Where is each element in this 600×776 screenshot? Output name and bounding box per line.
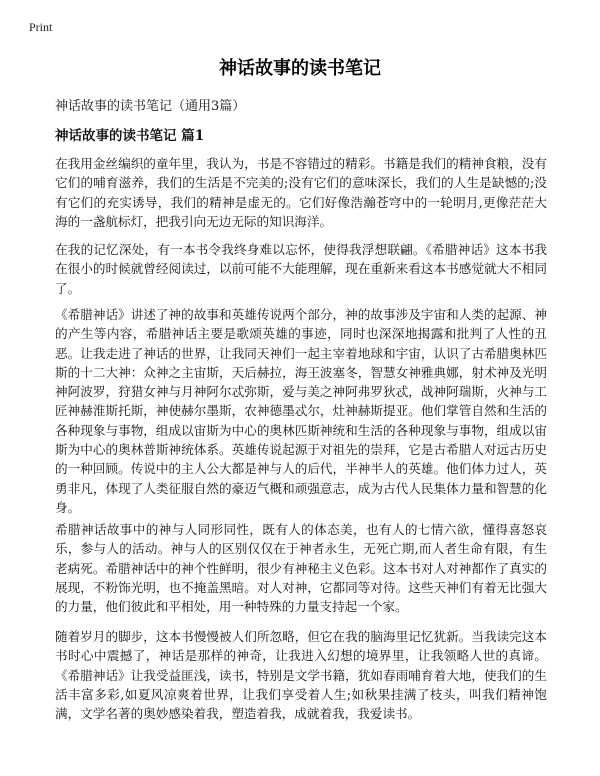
paragraph-2: 在我的记忆深处，有一本书令我终身难以忘怀，使得我浮想联翩。《希腊神话》这本书我在很小的时候就曾经阅读过，以前可能不大能理解，现在重新来看这本书感觉就大不相同了。 [55,242,547,296]
paragraph-5: 随着岁月的脚步，这本书慢慢被人们所忽略，但它在我的脑海里记忆犹新。当我读完这本书时心中震撼了，神话是那样的神奇，让我进入幻想的境界里，让我领略人世的真谛。《希腊神话》让我受益匪浅，读书，特别是文学书籍，犹如春雨哺育着大地，使我们的生活丰富多彩,如夏风凉爽着世界，让我们享受着人生;如秋果挂满了枝头，叫我们精神饱满，文学名著的奥妙感染着我，塑造着我，成就着我，我爱读书。 [55,629,547,722]
document-title: 神话故事的读书笔记 [219,58,381,79]
section-heading: 神话故事的读书笔记 篇1 [55,128,205,144]
paragraph-4: 希腊神话故事中的神与人同形同性，既有人的体态美，也有人的七情六欲，懂得喜怒哀乐，参与人的活动。神与人的区别仅仅在于神者永生，无死亡期,而人者生命有限，有生老病死。希腊神话中的神个性鲜明，很少有神秘主义色彩。这本书对人对神都作了真实的展现，不粉饰光明，也不掩盖黑暗。对人对神，它都同等对待。这些天神们有着无比强大的力量，他们彼此和平相处，用一种特殊的力量支持起一个家。 [55,522,547,615]
paragraph-1: 在我用金丝编织的童年里，我认为，书是不容错过的精彩。书籍是我们的精神食粮，没有它们的哺育滋养，我们的生活是不完美的;没有它们的意味深长，我们的人生是缺憾的;没有它们的充实诱导，我们的精神是虚无的。它们好像浩瀚苍穹中的一轮明月,更像茫茫大海的一盏航标灯，把我引向无边无际的知识海洋。 [55,156,547,229]
print-link[interactable]: Print [29,20,53,34]
paragraph-3: 《希腊神话》讲述了神的故事和英雄传说两个部分，神的故事涉及宇宙和人类的起源、神的产生等内容，希腊神话主要是歌颂英雄的事迹，同时也深深地揭露和批判了人性的丑恶。让我走进了神话的世界，让我同天神们一起主宰着地球和宇宙，认识了古希腊奥林匹斯的十二大神：众神之主宙斯，天后赫拉，海王波塞冬，智慧女神雅典娜，射术神及光明神阿波罗，狩猎女神与月神阿尔忒弥斯，爱与美之神阿弗罗狄忒，战神阿瑞斯，火神与工匠神赫淮斯托斯，神使赫尔墨斯，农神德墨忒尔，灶神赫斯提亚。他们掌管自然和生活的各种现象与事物，组成以宙斯为中心的奥林匹斯神统和生活的各种现象与事物，组成以宙斯为中心的奥林普斯神统体系。英雄传说起源于对祖先的崇拜，它是古希腊人对远古历史的一种回顾。传说中的主人公大都是神与人的后代，半神半人的英雄。他们体力过人，英勇非凡，体现了人类征服自然的豪迈气概和顽强意志，成为古代人民集体力量和智慧的化身。 [55,307,547,515]
document-subtitle: 神话故事的读书笔记（通用3篇） [55,99,246,114]
